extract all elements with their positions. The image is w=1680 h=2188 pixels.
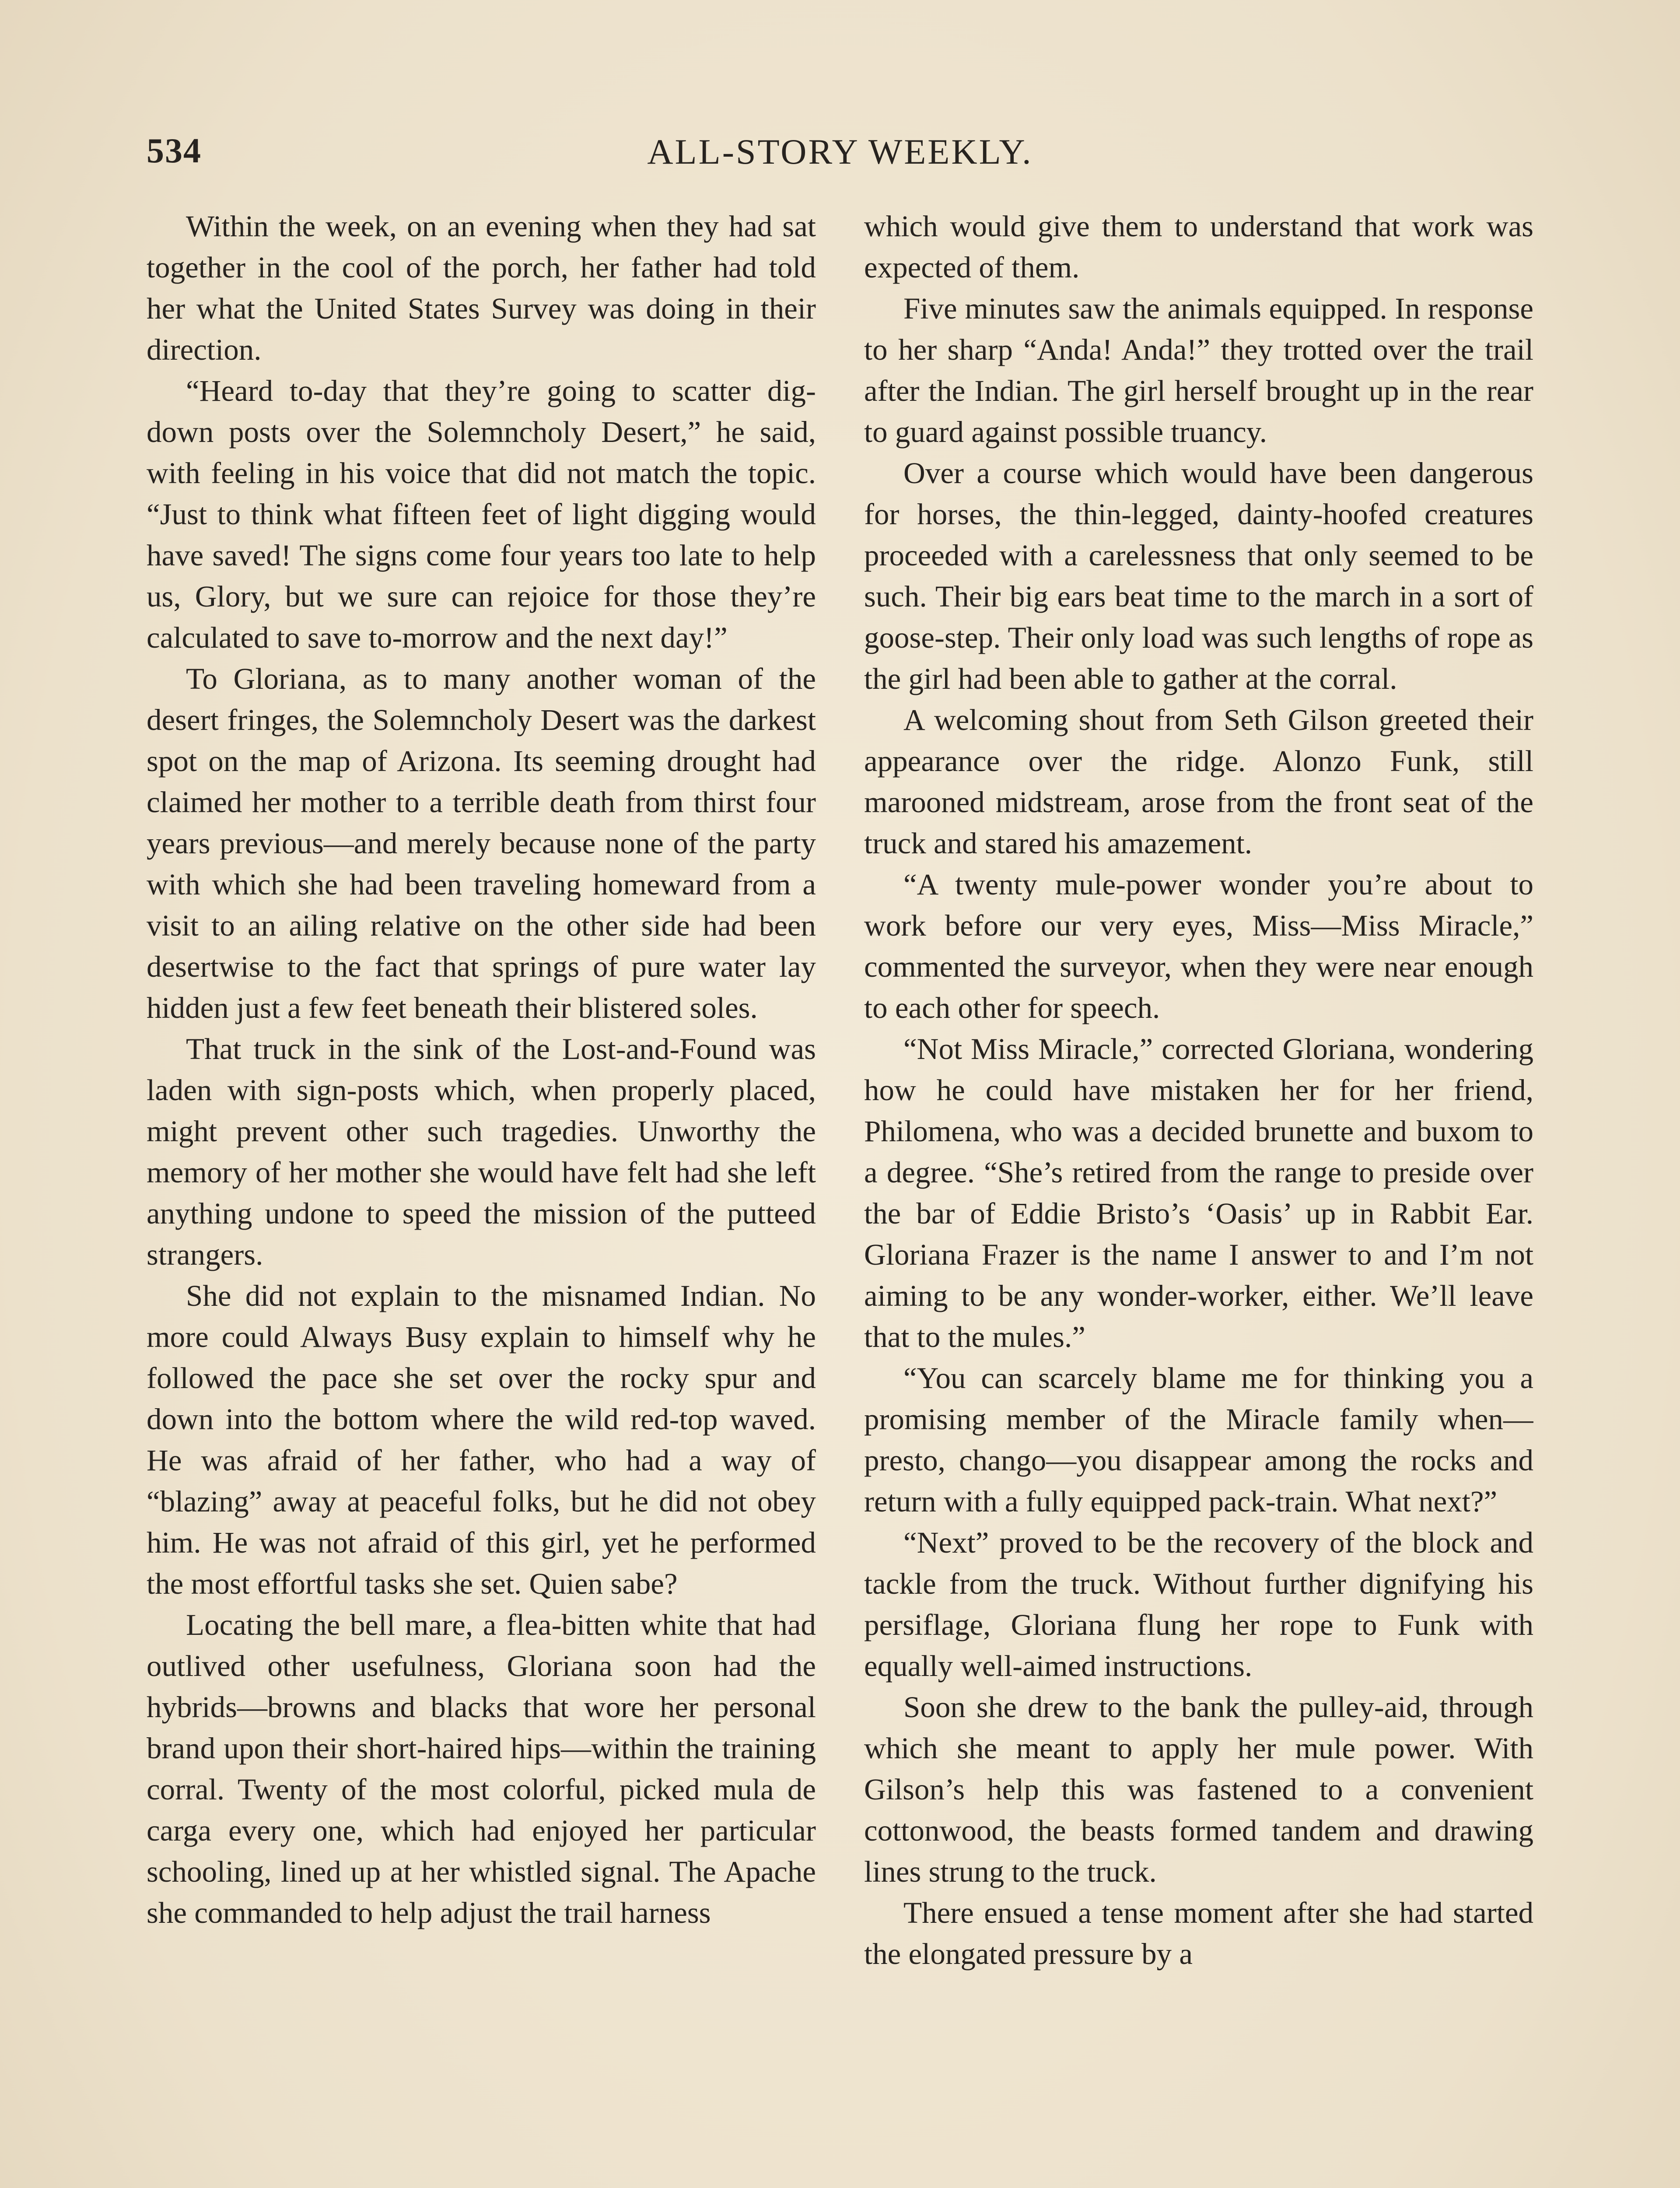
page-number: 534 (147, 132, 202, 170)
paragraph: “Next” proved to be the recovery of the block and tackle from the truck. Without further dignifying his persiflage, Gloriana flung her rope to Funk with equally well-aimed instructions. (864, 1526, 1533, 1683)
left-column (147, 206, 816, 2188)
paragraph: “Heard to-day that they’re going to scatter dig-down posts over the Solemncholy Desert,” he said, with feeling in his voice that did not match the topic. “Just to think what fifteen feet of light digging would have saved! The signs come four years too late to help us, Glory, but we sure can rejoice for those they’re calculated to save to-morrow and the next day!” (147, 374, 816, 654)
running-title: ALL-STORY WEEKLY. (647, 132, 1033, 172)
paragraph: Five minutes saw the animals equipped. In response to her sharp “Anda! Anda!” they trotted over the trail after the Indian. The girl herself brought up in the rear to guard against possible truancy. (864, 292, 1533, 449)
paragraph: Within the week, on an evening when they had sat together in the cool of the porch, her father had told her what the United States Survey was doing in their direction. (147, 210, 816, 366)
paragraph: Over a course which would have been dangerous for horses, the thin-legged, dainty-hoofed creatures proceeded with a carelessness that only seemed to be such. Their big ears beat time to the march in a sort of goose-step. Their only load was such lengths of rope as the girl had been able to gather at the corral. (864, 456, 1533, 695)
paragraph: Soon she drew to the bank the pulley-aid, through which she meant to apply her mule power. With Gilson’s help this was fastened to a convenient cottonwood, the beasts formed tandem and drawing lines strung to the truck. (864, 1690, 1533, 1888)
paragraph: She did not explain to the misnamed Indian. No more could Always Busy explain to himself why he followed the pace she set over the rocky spur and down into the bottom where the wild red-top waved. He was afraid of her father, who had a way of “blazing” away at peaceful folks, but he did not obey him. He was not afraid of this girl, yet he performed the most effortful tasks she set. Quien sabe? (147, 1279, 816, 1600)
paragraph: “Not Miss Miracle,” corrected Gloriana, wondering how he could have mistaken her for her friend, Philomena, who was a decided brunette and buxom to a degree. “She’s retired from the range to preside over the bar of Eddie Bristo’s ‘Oasis’ up in Rabbit Ear. Gloriana Frazer is the name I answer to and I’m not aiming to be any wonder-worker, either. We’ll leave that to the mules.” (864, 1032, 1533, 1353)
paragraph: “You can scarcely blame me for thinking you a promising member of the Miracle family when—presto, chango—you disappear among the rocks and return with a fully equipped pack-train. What next?” (864, 1361, 1533, 1518)
paragraph-continuation: which would give them to understand that work was expected of them. (864, 210, 1533, 284)
paragraph: A welcoming shout from Seth Gilson greeted their appearance over the ridge. Alonzo Funk, still marooned midstream, arose from the front seat of the truck and stared his amazement. (864, 703, 1533, 860)
paragraph: To Gloriana, as to many another woman of the desert fringes, the Solemncholy Desert was the darkest spot on the map of Arizona. Its seeming drought had claimed her mother to a terrible death from thirst four years previous—and merely because none of the party with which she had been traveling homeward from a visit to an ailing relative on the other side had been desertwise to the fact that springs of pure water lay hidden just a few feet beneath their blistered soles. (147, 662, 816, 1024)
paragraph: “A twenty mule-power wonder you’re about to work before our very eyes, Miss—Miss Miracle,” commented the surveyor, when they were near enough to each other for speech. (864, 868, 1533, 1024)
paragraph: There ensued a tense moment after she had started the elongated pressure by a (864, 1896, 1533, 1971)
right-column (864, 206, 1533, 2188)
paragraph: That truck in the sink of the Lost-and-Found was laden with sign-posts which, when properly placed, might prevent other such tragedies. Unworthy the memory of her mother she would have felt had she left anything undone to speed the mission of the putteed strangers. (147, 1032, 816, 1271)
text-columns (147, 206, 1533, 2188)
page-header (147, 131, 1533, 179)
paragraph: Locating the bell mare, a flea-bitten white that had outlived other usefulness, Gloriana soon had the hybrids—browns and blacks that wore her personal brand upon their short-haired hips—within the training corral. Twenty of the most colorful, picked mula de carga every one, which had enjoyed her particular schooling, lined up at her whistled signal. The Apache she commanded to help adjust the trail harness (147, 1608, 816, 1929)
